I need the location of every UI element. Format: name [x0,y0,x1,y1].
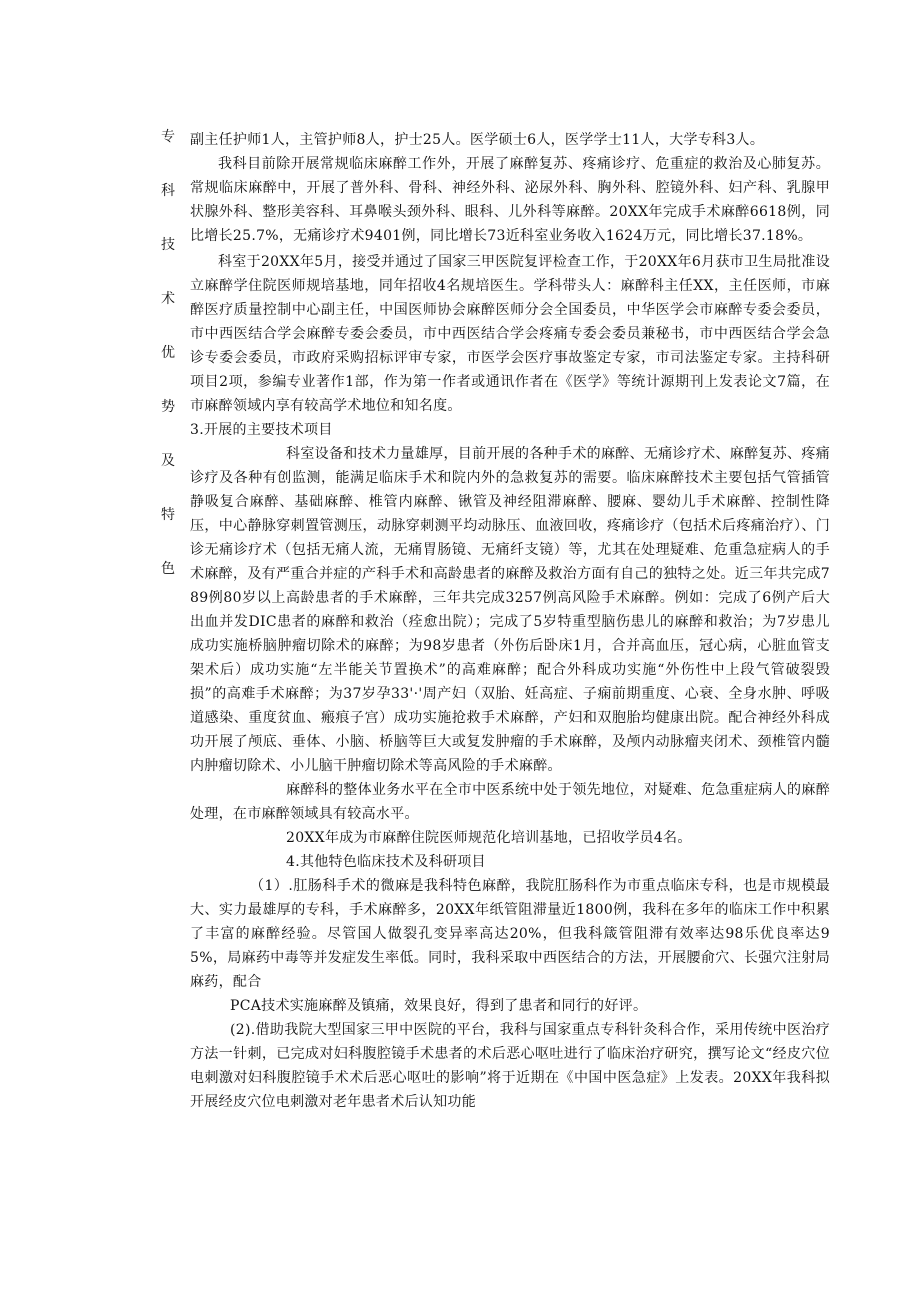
staff-paragraph: 副主任护师1人，主管护师8人，护士25人。医学硕士6人，医学学士11人，大学专科3人。 [190,132,765,148]
document-body [190,128,830,1114]
training-base-paragraph: 20XX年成为市麻醉住院医师规范化培训基地，已招收学员4名。 [286,830,692,846]
acupuncture-paragraph: (2).借助我院大型国家三甲中医院的平台，我科与国家重点专科针灸科合作，采用传统中医治疗方法一针刺，已完成对妇科腹腔镜手术患者的术后恶心呕吐进行了临床治疗研究，撰写论文“经皮穴位电刺激对妇科腹腔镜手术术后恶心呕吐的影响”将于近期在《中国中医急症》上发表。20XX年我科拟开展经皮穴位电刺激对老年患者术后认知功能 [190,1022,830,1110]
business-level-paragraph: 麻醉科的整体业务水平在全市中医系统中处于领先地位，对疑难、危急重症病人的麻醉处理，在市麻醉领域具有较高水平。 [190,782,830,822]
section-heading-3: 3.开展的主要技术项目 [190,422,333,438]
side-label-char: 术 [161,291,175,307]
side-label-char: 优 [161,345,175,361]
anorectal-paragraph: （1）.肛肠科手术的微麻是我科特色麻醉，我院肛肠科作为市重点临床专科，也是市规模最大、实力最雄厚的专科，手术麻醉多，20XX年纸管阻滞量近1800例，我科在多年的临床工作中积累了丰富的麻醉经验。尽管国人做裂孔变异率高达20%，但我科箴管阻滞有效率达98乐优良率达95%，局麻药中毒等并发症发生率低。同时，我科采取中西医结合的方法，开展腰俞穴、长强穴注射局麻药，配合 [190,878,830,990]
side-label-char: 色 [161,561,175,577]
side-label-char: 势 [161,399,175,415]
side-label-char: 特 [161,507,175,523]
side-label-char: 技 [161,237,175,253]
technical-projects-paragraph: 科室设备和技术力量雄厚，目前开展的各种手术的麻醉、无痛诊疗术、麻醉复苏、疼痛诊疗及各种有创监测，能满足临床手术和院内外的急救复苏的需要。临床麻醉技术主要包括气管插管静吸复合麻醉、基础麻醉、椎管内麻醉、锹管及神经阻滞麻醉、腰麻、婴幼儿手术麻醉、控制性降压，中心静脉穿刺置管测压，动脉穿刺测平均动脉压、血液回收，疼痛诊疗（包括术后疼痛治疗）、门诊无痛诊疗术（包括无痛人流，无痛胃肠镜、无痛纤支镜）等，尤其在处理疑难、危重急症病人的手术麻醉，及有严重合并症的产科手术和高龄患者的麻醉及救治方面有自己的独特之处。近三年共完成789例80岁以上高龄患者的手术麻醉，三年共完成3257例高风险手术麻醉。例如：完成了6例产后大出血并发DIC患者的麻醉和救治（痊愈出院）；完成了5岁特重型脑伤患儿的麻醉和救治；为7岁患儿成功实施桥脑肿瘤切除术的麻醉；为98岁患者（外伤后卧床1月，合并高血压，冠心病，心脏血管支架术后）成功实施“左半能关节置换术”的高难麻醉；配合外科成功实施“外伤性中上段气管破裂毁损”的高难手术麻醉；为37岁孕33'·'周产妇（双胎、妊高症、子痫前期重度、心衰、全身水肿、呼吸道感染、重度贫血、瘢痕子宫）成功实施抢救手术麻醉，产妇和双胞胎均健康出院。配合神经外科成功开展了颅底、垂体、小脑、桥脑等巨大或复发肿瘤的手术麻醉，及颅内动脉瘤夹闭术、颈椎管内髓内肿瘤切除术、小儿脑干肿瘤切除术等高风险的手术麻醉。 [190,446,830,774]
side-label-char: 及 [161,453,175,469]
side-label-char: 专 [161,129,175,145]
section-side-label [156,128,180,578]
side-label-char: 科 [161,183,175,199]
department-history-paragraph: 科室于20XX年5月，接受并通过了国家三甲医院复评检查工作，于20XX年6月获市卫生局批准设立麻醉学住院医师规培基地，同年招收4名规培医生。学科带头人：麻醉科主任XX，主任医师，市麻醉医疗质量控制中心副主任，中国医师协会麻醉医师分会全国委员，中华医学会市麻醉专委会委员，市中西医结合学会麻醉专委会委员，市中西医结合学会疼痛专委会委员兼秘书，市中西医结合学会急诊专委会委员，市政府采购招标评审专家，市医学会医疗事故鉴定专家，市司法鉴定专家。主持科研项目2项，参编专业著作1部，作为第一作者或通讯作者在《医学》等统计源期刊上发表论文7篇，在市麻醉领域内享有较高学术地位和知名度。 [190,254,830,414]
section-heading-4: 4.其他特色临床技术及科研项目 [286,854,486,870]
pca-paragraph: PCA技术实施麻醉及镇痛，效果良好，得到了患者和同行的好评。 [230,998,648,1014]
clinical-scope-paragraph: 我科目前除开展常规临床麻醉工作外，开展了麻醉复苏、疼痛诊疗、危重症的救治及心肺复苏。常规临床麻醉中，开展了普外科、骨科、神经外科、泌尿外科、胸外科、腔镜外科、妇产科、乳腺甲状腺外科、整形美容科、耳鼻喉头颈外科、眼科、儿外科等麻醉。20XX年完成手术麻醉6618例，同比增长25.7%，无痛诊疗术9401例，同比增长73近科室业务收入1624万元，同比增长37.18%。 [190,156,830,244]
